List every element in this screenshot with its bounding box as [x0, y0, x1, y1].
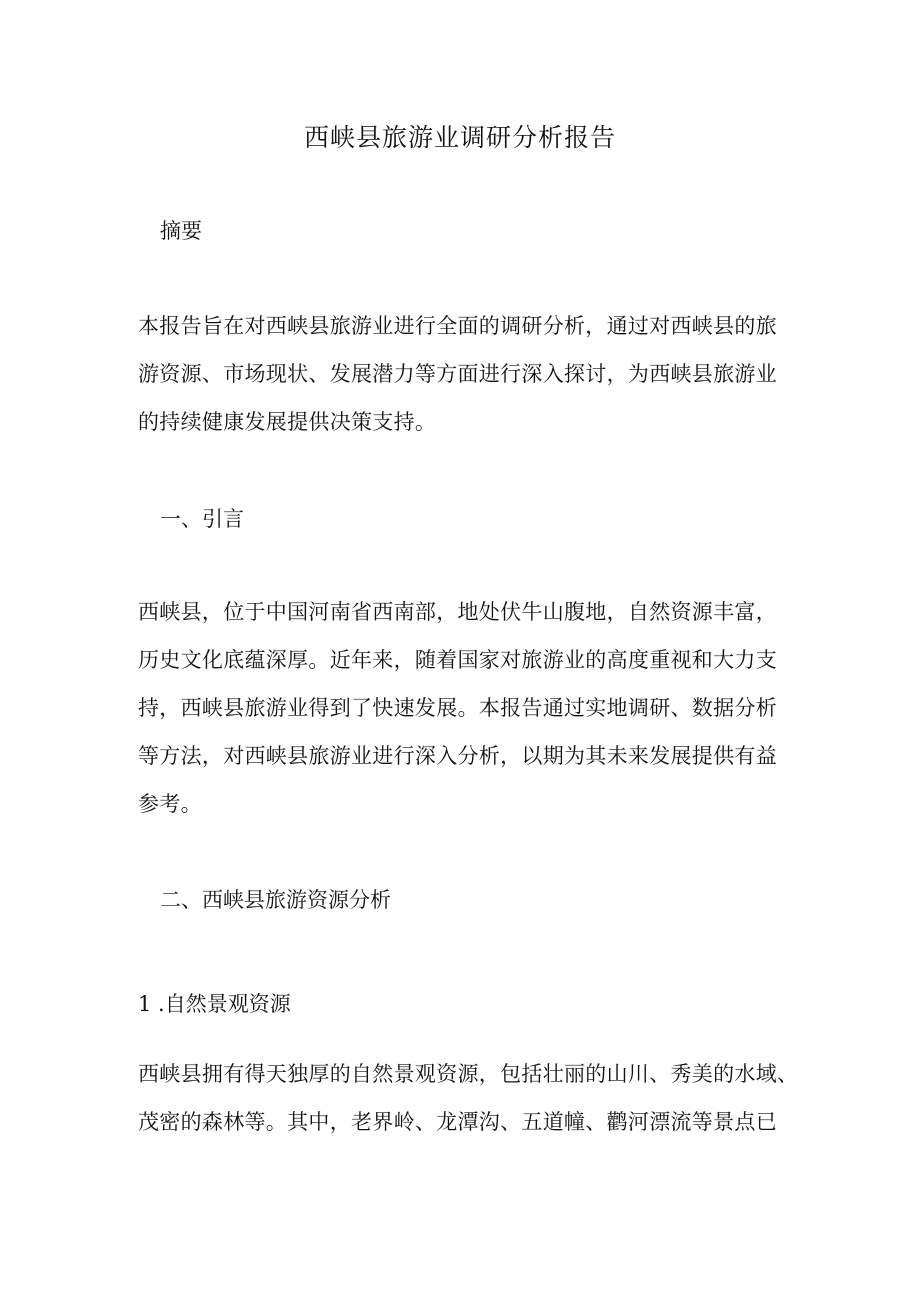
abstract-line: 本报告旨在对西峡县旅游业进行全面的调研分析，通过对西峡县的旅 — [138, 314, 777, 338]
intro-paragraph — [138, 588, 788, 828]
abstract-heading: 摘要 — [160, 219, 202, 243]
intro-heading: 一、引言 — [160, 507, 244, 531]
intro-line: 西峡县，位于中国河南省西南部，地处伏牛山腹地，自然资源丰富， — [138, 600, 777, 624]
subsection-heading: 1 .自然景观资源 — [138, 992, 291, 1016]
abstract-line: 游资源、市场现状、发展潜力等方面进行深入探讨，为西峡县旅游业 — [138, 362, 777, 386]
intro-line: 历史文化底蕴深厚。近年来，随着国家对旅游业的高度重视和大力支 — [138, 648, 777, 672]
section2-heading: 二、西峡县旅游资源分析 — [160, 888, 391, 912]
intro-line: 持，西峡县旅游业得到了快速发展。本报告通过实地调研、数据分析 — [138, 696, 777, 720]
abstract-line: 的持续健康发展提供决策支持。 — [138, 410, 437, 434]
natural-resources-line: 茂密的森林等。其中，老界岭、龙潭沟、五道幢、鹳河漂流等景点已 — [138, 1110, 777, 1134]
natural-resources-paragraph — [138, 1050, 799, 1146]
intro-line: 参考。 — [138, 792, 202, 816]
abstract-paragraph — [138, 302, 788, 446]
document-title: 西峡县旅游业调研分析报告 — [303, 123, 616, 152]
intro-line: 等方法，对西峡县旅游业进行深入分析，以期为其未来发展提供有益 — [138, 744, 777, 768]
natural-resources-line: 西峡县拥有得天独厚的自然景观资源，包括壮丽的山川、秀美的水域、 — [138, 1062, 799, 1086]
